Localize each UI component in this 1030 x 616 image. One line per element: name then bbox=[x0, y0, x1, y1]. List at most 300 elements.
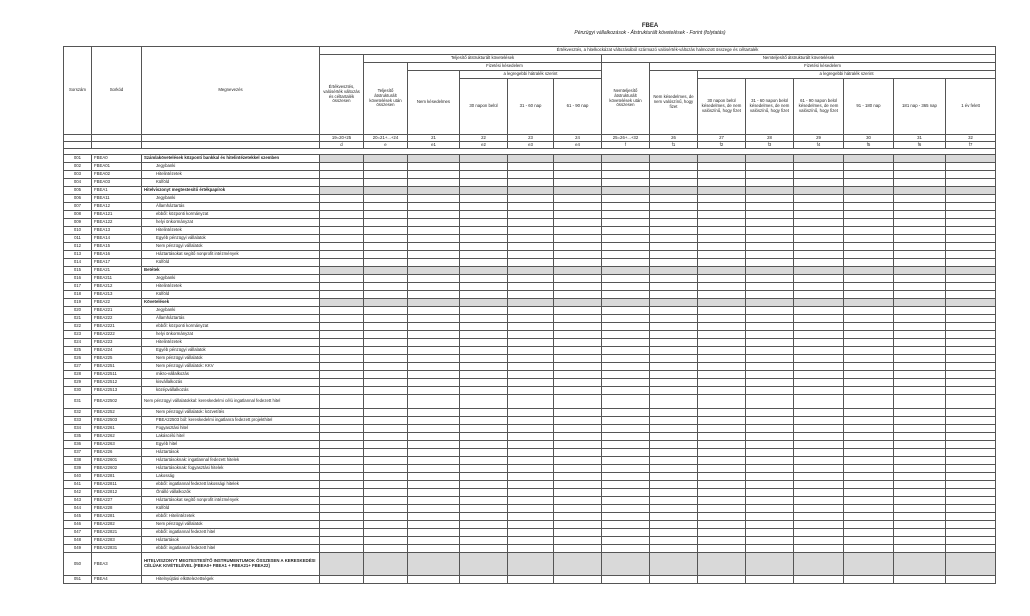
value-cell[interactable] bbox=[554, 259, 602, 267]
value-cell[interactable] bbox=[894, 267, 946, 275]
value-cell[interactable] bbox=[364, 379, 408, 387]
value-cell[interactable] bbox=[408, 315, 460, 323]
value-cell[interactable] bbox=[320, 379, 364, 387]
value-cell[interactable] bbox=[508, 481, 554, 489]
value-cell[interactable] bbox=[698, 219, 746, 227]
value-cell[interactable] bbox=[554, 425, 602, 433]
value-cell[interactable] bbox=[554, 379, 602, 387]
value-cell[interactable] bbox=[844, 203, 894, 211]
value-cell[interactable] bbox=[698, 465, 746, 473]
value-cell[interactable] bbox=[794, 155, 844, 163]
value-cell[interactable] bbox=[364, 433, 408, 441]
value-cell[interactable] bbox=[602, 187, 650, 195]
value-cell[interactable] bbox=[320, 155, 364, 163]
value-cell[interactable] bbox=[320, 489, 364, 497]
value-cell[interactable] bbox=[602, 505, 650, 513]
value-cell[interactable] bbox=[460, 339, 508, 347]
value-cell[interactable] bbox=[698, 387, 746, 395]
value-cell[interactable] bbox=[794, 235, 844, 243]
value-cell[interactable] bbox=[508, 387, 554, 395]
value-cell[interactable] bbox=[650, 163, 698, 171]
value-cell[interactable] bbox=[460, 576, 508, 584]
value-cell[interactable] bbox=[794, 243, 844, 251]
value-cell[interactable] bbox=[650, 195, 698, 203]
value-cell[interactable] bbox=[650, 409, 698, 417]
value-cell[interactable] bbox=[698, 521, 746, 529]
value-cell[interactable] bbox=[602, 227, 650, 235]
value-cell[interactable] bbox=[746, 409, 794, 417]
value-cell[interactable] bbox=[650, 481, 698, 489]
value-cell[interactable] bbox=[794, 315, 844, 323]
value-cell[interactable] bbox=[364, 395, 408, 409]
value-cell[interactable] bbox=[794, 267, 844, 275]
value-cell[interactable] bbox=[364, 537, 408, 545]
value-cell[interactable] bbox=[844, 481, 894, 489]
value-cell[interactable] bbox=[946, 339, 996, 347]
value-cell[interactable] bbox=[698, 425, 746, 433]
value-cell[interactable] bbox=[320, 433, 364, 441]
value-cell[interactable] bbox=[460, 417, 508, 425]
value-cell[interactable] bbox=[408, 227, 460, 235]
value-cell[interactable] bbox=[894, 315, 946, 323]
value-cell[interactable] bbox=[554, 283, 602, 291]
value-cell[interactable] bbox=[698, 529, 746, 537]
value-cell[interactable] bbox=[894, 243, 946, 251]
value-cell[interactable] bbox=[746, 347, 794, 355]
value-cell[interactable] bbox=[364, 331, 408, 339]
value-cell[interactable] bbox=[894, 505, 946, 513]
value-cell[interactable] bbox=[508, 433, 554, 441]
value-cell[interactable] bbox=[650, 267, 698, 275]
value-cell[interactable] bbox=[794, 211, 844, 219]
value-cell[interactable] bbox=[698, 211, 746, 219]
value-cell[interactable] bbox=[698, 371, 746, 379]
value-cell[interactable] bbox=[460, 457, 508, 465]
value-cell[interactable] bbox=[408, 219, 460, 227]
value-cell[interactable] bbox=[408, 465, 460, 473]
value-cell[interactable] bbox=[460, 395, 508, 409]
value-cell[interactable] bbox=[602, 331, 650, 339]
value-cell[interactable] bbox=[602, 521, 650, 529]
value-cell[interactable] bbox=[894, 227, 946, 235]
value-cell[interactable] bbox=[320, 449, 364, 457]
value-cell[interactable] bbox=[602, 171, 650, 179]
value-cell[interactable] bbox=[364, 513, 408, 521]
value-cell[interactable] bbox=[946, 513, 996, 521]
value-cell[interactable] bbox=[460, 267, 508, 275]
value-cell[interactable] bbox=[408, 179, 460, 187]
value-cell[interactable] bbox=[946, 235, 996, 243]
value-cell[interactable] bbox=[650, 251, 698, 259]
value-cell[interactable] bbox=[946, 267, 996, 275]
value-cell[interactable] bbox=[320, 227, 364, 235]
value-cell[interactable] bbox=[894, 417, 946, 425]
value-cell[interactable] bbox=[698, 243, 746, 251]
value-cell[interactable] bbox=[746, 211, 794, 219]
value-cell[interactable] bbox=[320, 395, 364, 409]
value-cell[interactable] bbox=[794, 433, 844, 441]
value-cell[interactable] bbox=[794, 425, 844, 433]
value-cell[interactable] bbox=[554, 521, 602, 529]
value-cell[interactable] bbox=[508, 203, 554, 211]
value-cell[interactable] bbox=[460, 323, 508, 331]
value-cell[interactable] bbox=[460, 537, 508, 545]
value-cell[interactable] bbox=[508, 219, 554, 227]
value-cell[interactable] bbox=[698, 339, 746, 347]
value-cell[interactable] bbox=[320, 387, 364, 395]
value-cell[interactable] bbox=[894, 497, 946, 505]
value-cell[interactable] bbox=[320, 409, 364, 417]
value-cell[interactable] bbox=[554, 315, 602, 323]
value-cell[interactable] bbox=[844, 323, 894, 331]
value-cell[interactable] bbox=[508, 425, 554, 433]
value-cell[interactable] bbox=[698, 537, 746, 545]
value-cell[interactable] bbox=[460, 425, 508, 433]
value-cell[interactable] bbox=[554, 505, 602, 513]
value-cell[interactable] bbox=[794, 371, 844, 379]
value-cell[interactable] bbox=[946, 409, 996, 417]
value-cell[interactable] bbox=[408, 267, 460, 275]
value-cell[interactable] bbox=[320, 299, 364, 307]
value-cell[interactable] bbox=[602, 219, 650, 227]
value-cell[interactable] bbox=[460, 259, 508, 267]
value-cell[interactable] bbox=[364, 545, 408, 553]
value-cell[interactable] bbox=[508, 323, 554, 331]
value-cell[interactable] bbox=[408, 291, 460, 299]
value-cell[interactable] bbox=[602, 163, 650, 171]
value-cell[interactable] bbox=[894, 545, 946, 553]
value-cell[interactable] bbox=[794, 323, 844, 331]
value-cell[interactable] bbox=[320, 163, 364, 171]
value-cell[interactable] bbox=[794, 521, 844, 529]
value-cell[interactable] bbox=[364, 291, 408, 299]
value-cell[interactable] bbox=[554, 457, 602, 465]
value-cell[interactable] bbox=[746, 283, 794, 291]
value-cell[interactable] bbox=[364, 425, 408, 433]
value-cell[interactable] bbox=[844, 355, 894, 363]
value-cell[interactable] bbox=[746, 545, 794, 553]
value-cell[interactable] bbox=[650, 449, 698, 457]
value-cell[interactable] bbox=[460, 387, 508, 395]
value-cell[interactable] bbox=[364, 465, 408, 473]
value-cell[interactable] bbox=[408, 363, 460, 371]
value-cell[interactable] bbox=[508, 179, 554, 187]
value-cell[interactable] bbox=[844, 259, 894, 267]
value-cell[interactable] bbox=[408, 505, 460, 513]
value-cell[interactable] bbox=[602, 315, 650, 323]
value-cell[interactable] bbox=[946, 155, 996, 163]
value-cell[interactable] bbox=[946, 163, 996, 171]
value-cell[interactable] bbox=[408, 489, 460, 497]
value-cell[interactable] bbox=[320, 307, 364, 315]
value-cell[interactable] bbox=[746, 163, 794, 171]
value-cell[interactable] bbox=[508, 299, 554, 307]
value-cell[interactable] bbox=[460, 331, 508, 339]
value-cell[interactable] bbox=[508, 347, 554, 355]
value-cell[interactable] bbox=[602, 513, 650, 521]
value-cell[interactable] bbox=[698, 457, 746, 465]
value-cell[interactable] bbox=[364, 171, 408, 179]
value-cell[interactable] bbox=[746, 331, 794, 339]
value-cell[interactable] bbox=[650, 387, 698, 395]
value-cell[interactable] bbox=[746, 219, 794, 227]
value-cell[interactable] bbox=[844, 449, 894, 457]
value-cell[interactable] bbox=[894, 481, 946, 489]
value-cell[interactable] bbox=[364, 371, 408, 379]
value-cell[interactable] bbox=[602, 473, 650, 481]
value-cell[interactable] bbox=[320, 315, 364, 323]
value-cell[interactable] bbox=[320, 219, 364, 227]
value-cell[interactable] bbox=[894, 441, 946, 449]
value-cell[interactable] bbox=[650, 379, 698, 387]
value-cell[interactable] bbox=[408, 347, 460, 355]
value-cell[interactable] bbox=[746, 395, 794, 409]
value-cell[interactable] bbox=[554, 251, 602, 259]
value-cell[interactable] bbox=[698, 347, 746, 355]
value-cell[interactable] bbox=[946, 521, 996, 529]
value-cell[interactable] bbox=[508, 363, 554, 371]
value-cell[interactable] bbox=[602, 537, 650, 545]
value-cell[interactable] bbox=[554, 171, 602, 179]
value-cell[interactable] bbox=[746, 425, 794, 433]
value-cell[interactable] bbox=[408, 417, 460, 425]
value-cell[interactable] bbox=[794, 195, 844, 203]
value-cell[interactable] bbox=[894, 179, 946, 187]
value-cell[interactable] bbox=[650, 473, 698, 481]
value-cell[interactable] bbox=[650, 347, 698, 355]
value-cell[interactable] bbox=[698, 323, 746, 331]
value-cell[interactable] bbox=[508, 259, 554, 267]
value-cell[interactable] bbox=[554, 473, 602, 481]
value-cell[interactable] bbox=[946, 371, 996, 379]
value-cell[interactable] bbox=[508, 497, 554, 505]
value-cell[interactable] bbox=[602, 417, 650, 425]
value-cell[interactable] bbox=[698, 497, 746, 505]
value-cell[interactable] bbox=[554, 395, 602, 409]
value-cell[interactable] bbox=[602, 481, 650, 489]
value-cell[interactable] bbox=[894, 163, 946, 171]
value-cell[interactable] bbox=[554, 227, 602, 235]
value-cell[interactable] bbox=[554, 267, 602, 275]
value-cell[interactable] bbox=[460, 409, 508, 417]
value-cell[interactable] bbox=[746, 235, 794, 243]
value-cell[interactable] bbox=[460, 203, 508, 211]
value-cell[interactable] bbox=[650, 355, 698, 363]
value-cell[interactable] bbox=[460, 473, 508, 481]
value-cell[interactable] bbox=[844, 235, 894, 243]
value-cell[interactable] bbox=[794, 203, 844, 211]
value-cell[interactable] bbox=[320, 171, 364, 179]
value-cell[interactable] bbox=[650, 315, 698, 323]
value-cell[interactable] bbox=[746, 481, 794, 489]
value-cell[interactable] bbox=[746, 251, 794, 259]
value-cell[interactable] bbox=[554, 441, 602, 449]
value-cell[interactable] bbox=[698, 187, 746, 195]
value-cell[interactable] bbox=[946, 505, 996, 513]
value-cell[interactable] bbox=[602, 529, 650, 537]
value-cell[interactable] bbox=[460, 347, 508, 355]
value-cell[interactable] bbox=[650, 211, 698, 219]
value-cell[interactable] bbox=[844, 457, 894, 465]
value-cell[interactable] bbox=[460, 481, 508, 489]
value-cell[interactable] bbox=[364, 347, 408, 355]
value-cell[interactable] bbox=[794, 497, 844, 505]
value-cell[interactable] bbox=[844, 315, 894, 323]
value-cell[interactable] bbox=[460, 243, 508, 251]
value-cell[interactable] bbox=[946, 179, 996, 187]
value-cell[interactable] bbox=[602, 195, 650, 203]
value-cell[interactable] bbox=[554, 347, 602, 355]
value-cell[interactable] bbox=[698, 395, 746, 409]
value-cell[interactable] bbox=[554, 355, 602, 363]
value-cell[interactable] bbox=[364, 355, 408, 363]
value-cell[interactable] bbox=[320, 211, 364, 219]
value-cell[interactable] bbox=[508, 163, 554, 171]
value-cell[interactable] bbox=[844, 417, 894, 425]
value-cell[interactable] bbox=[746, 449, 794, 457]
value-cell[interactable] bbox=[320, 481, 364, 489]
value-cell[interactable] bbox=[508, 395, 554, 409]
value-cell[interactable] bbox=[320, 259, 364, 267]
value-cell[interactable] bbox=[320, 425, 364, 433]
value-cell[interactable] bbox=[320, 355, 364, 363]
value-cell[interactable] bbox=[746, 576, 794, 584]
value-cell[interactable] bbox=[554, 409, 602, 417]
value-cell[interactable] bbox=[460, 497, 508, 505]
value-cell[interactable] bbox=[946, 481, 996, 489]
value-cell[interactable] bbox=[650, 371, 698, 379]
value-cell[interactable] bbox=[508, 267, 554, 275]
value-cell[interactable] bbox=[364, 481, 408, 489]
value-cell[interactable] bbox=[946, 243, 996, 251]
value-cell[interactable] bbox=[746, 227, 794, 235]
value-cell[interactable] bbox=[794, 331, 844, 339]
value-cell[interactable] bbox=[602, 299, 650, 307]
value-cell[interactable] bbox=[554, 449, 602, 457]
value-cell[interactable] bbox=[460, 379, 508, 387]
value-cell[interactable] bbox=[844, 307, 894, 315]
value-cell[interactable] bbox=[602, 155, 650, 163]
value-cell[interactable] bbox=[408, 235, 460, 243]
value-cell[interactable] bbox=[320, 283, 364, 291]
value-cell[interactable] bbox=[794, 387, 844, 395]
value-cell[interactable] bbox=[794, 187, 844, 195]
value-cell[interactable] bbox=[364, 163, 408, 171]
value-cell[interactable] bbox=[408, 545, 460, 553]
value-cell[interactable] bbox=[794, 553, 844, 576]
value-cell[interactable] bbox=[894, 235, 946, 243]
value-cell[interactable] bbox=[460, 465, 508, 473]
value-cell[interactable] bbox=[508, 457, 554, 465]
value-cell[interactable] bbox=[698, 379, 746, 387]
value-cell[interactable] bbox=[946, 457, 996, 465]
value-cell[interactable] bbox=[844, 441, 894, 449]
value-cell[interactable] bbox=[698, 163, 746, 171]
value-cell[interactable] bbox=[554, 155, 602, 163]
value-cell[interactable] bbox=[554, 275, 602, 283]
value-cell[interactable] bbox=[364, 387, 408, 395]
value-cell[interactable] bbox=[650, 513, 698, 521]
value-cell[interactable] bbox=[894, 433, 946, 441]
value-cell[interactable] bbox=[554, 387, 602, 395]
value-cell[interactable] bbox=[650, 235, 698, 243]
value-cell[interactable] bbox=[746, 505, 794, 513]
value-cell[interactable] bbox=[554, 553, 602, 576]
value-cell[interactable] bbox=[698, 251, 746, 259]
value-cell[interactable] bbox=[408, 553, 460, 576]
value-cell[interactable] bbox=[554, 179, 602, 187]
value-cell[interactable] bbox=[650, 465, 698, 473]
value-cell[interactable] bbox=[794, 481, 844, 489]
value-cell[interactable] bbox=[460, 219, 508, 227]
value-cell[interactable] bbox=[650, 227, 698, 235]
value-cell[interactable] bbox=[460, 513, 508, 521]
value-cell[interactable] bbox=[364, 267, 408, 275]
value-cell[interactable] bbox=[364, 227, 408, 235]
value-cell[interactable] bbox=[320, 323, 364, 331]
value-cell[interactable] bbox=[320, 457, 364, 465]
value-cell[interactable] bbox=[746, 355, 794, 363]
value-cell[interactable] bbox=[508, 441, 554, 449]
value-cell[interactable] bbox=[946, 275, 996, 283]
value-cell[interactable] bbox=[602, 387, 650, 395]
value-cell[interactable] bbox=[602, 211, 650, 219]
value-cell[interactable] bbox=[650, 497, 698, 505]
value-cell[interactable] bbox=[844, 521, 894, 529]
value-cell[interactable] bbox=[946, 195, 996, 203]
value-cell[interactable] bbox=[602, 275, 650, 283]
value-cell[interactable] bbox=[650, 299, 698, 307]
value-cell[interactable] bbox=[460, 363, 508, 371]
value-cell[interactable] bbox=[794, 465, 844, 473]
value-cell[interactable] bbox=[698, 171, 746, 179]
value-cell[interactable] bbox=[408, 331, 460, 339]
value-cell[interactable] bbox=[508, 521, 554, 529]
value-cell[interactable] bbox=[602, 545, 650, 553]
value-cell[interactable] bbox=[746, 363, 794, 371]
value-cell[interactable] bbox=[894, 409, 946, 417]
value-cell[interactable] bbox=[698, 576, 746, 584]
value-cell[interactable] bbox=[408, 371, 460, 379]
value-cell[interactable] bbox=[364, 339, 408, 347]
value-cell[interactable] bbox=[508, 251, 554, 259]
value-cell[interactable] bbox=[698, 259, 746, 267]
value-cell[interactable] bbox=[364, 529, 408, 537]
value-cell[interactable] bbox=[844, 331, 894, 339]
value-cell[interactable] bbox=[320, 473, 364, 481]
value-cell[interactable] bbox=[320, 195, 364, 203]
value-cell[interactable] bbox=[460, 235, 508, 243]
value-cell[interactable] bbox=[650, 529, 698, 537]
value-cell[interactable] bbox=[844, 283, 894, 291]
value-cell[interactable] bbox=[794, 163, 844, 171]
value-cell[interactable] bbox=[650, 521, 698, 529]
value-cell[interactable] bbox=[650, 323, 698, 331]
value-cell[interactable] bbox=[946, 425, 996, 433]
value-cell[interactable] bbox=[746, 387, 794, 395]
value-cell[interactable] bbox=[894, 425, 946, 433]
value-cell[interactable] bbox=[460, 291, 508, 299]
value-cell[interactable] bbox=[794, 545, 844, 553]
value-cell[interactable] bbox=[698, 179, 746, 187]
value-cell[interactable] bbox=[746, 433, 794, 441]
value-cell[interactable] bbox=[508, 379, 554, 387]
value-cell[interactable] bbox=[794, 219, 844, 227]
value-cell[interactable] bbox=[946, 299, 996, 307]
value-cell[interactable] bbox=[650, 395, 698, 409]
value-cell[interactable] bbox=[364, 315, 408, 323]
value-cell[interactable] bbox=[946, 187, 996, 195]
